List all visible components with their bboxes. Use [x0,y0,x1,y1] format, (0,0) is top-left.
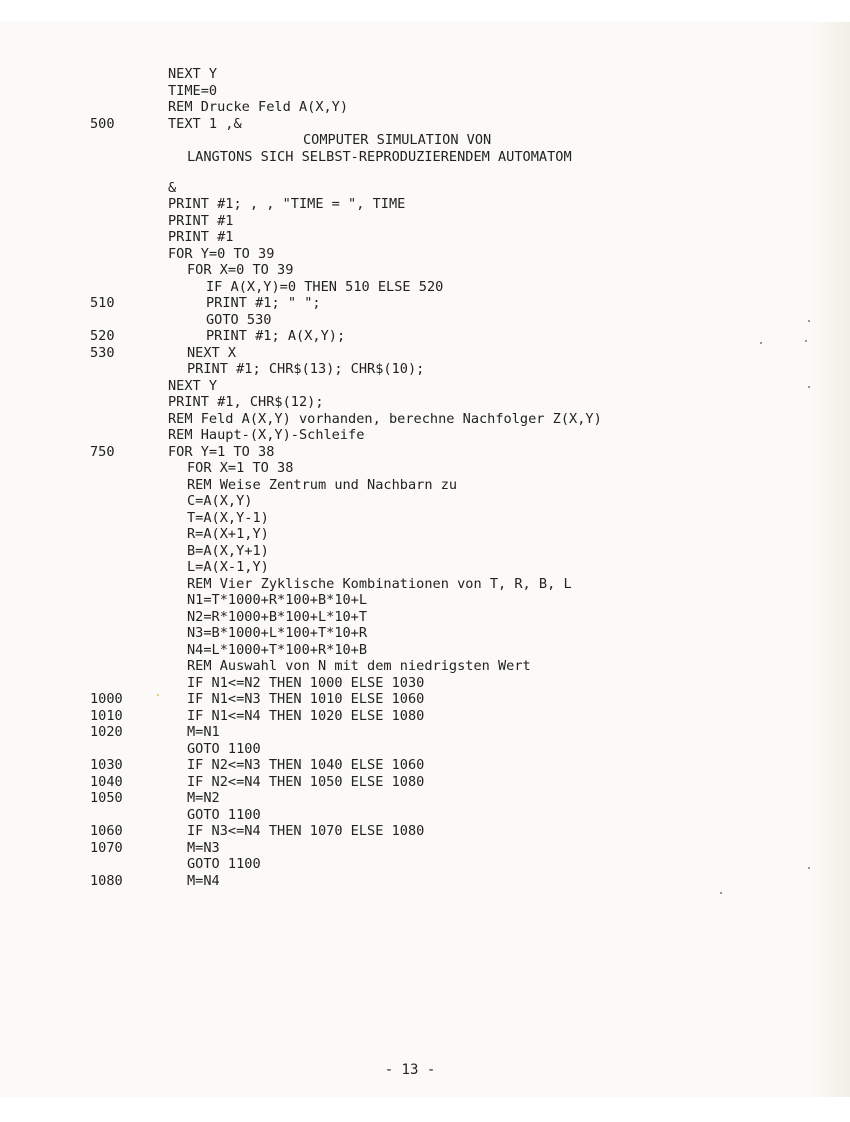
code-text: & [168,179,177,196]
code-text: M=N1 [187,724,220,740]
code-text: IF N2<=N4 THEN 1050 ELSE 1080 [187,773,425,790]
code-line [0,444,800,461]
code-text: REM Drucke Feld A(X,Y) [168,99,349,115]
code-line [0,510,800,527]
code-text: M=N4 [187,872,220,889]
code-line [0,83,800,100]
code-text: N3=B*1000+L*100+T*10+R [187,625,368,641]
code-line [0,675,800,692]
code-line [0,691,800,708]
line-number: 1020 [90,724,123,740]
code-line [0,427,800,444]
line-number: 530 [90,344,115,361]
code-text: TEXT 1 ,& [168,115,242,132]
code-line [0,741,800,758]
code-text: M=N2 [187,790,220,806]
code-text: NEXT X [187,344,237,361]
code-line [0,66,800,83]
code-text: N1=T*1000+R*100+B*10+L [187,592,368,608]
code-text: PRINT #1 [168,212,234,229]
code-line [0,708,800,725]
code-text: NEXT Y [168,377,218,394]
scan-speck [805,340,807,342]
scanned-page [0,22,830,1097]
code-text: IF N1<=N2 THEN 1000 ELSE 1030 [187,674,425,691]
code-text: R=A(X+1,Y) [187,526,269,542]
code-line [0,873,800,890]
code-line [0,823,800,840]
text-title-line-2: LANGTONS SICH SELBST-REPRODUZIERENDEM AUTOMATOM [187,148,572,165]
code-line [0,279,800,296]
code-line [0,724,800,741]
code-text: FOR X=1 TO 38 [187,460,294,476]
code-line [0,132,800,149]
line-number: 1040 [90,773,123,790]
line-number: 1050 [90,790,123,806]
code-text: PRINT #1; A(X,Y); [206,328,346,344]
code-text: FOR Y=1 TO 38 [168,443,275,460]
code-text: IF A(X,Y)=0 THEN 510 ELSE 520 [206,278,444,295]
code-text: PRINT #1 [168,229,234,245]
code-line [0,559,800,576]
line-number: 510 [90,295,115,311]
code-text: GOTO 530 [206,311,272,328]
code-line [0,774,800,791]
code-line [0,460,800,477]
code-text: PRINT #1; CHR$(13); CHR$(10); [187,361,425,377]
code-line [0,345,800,362]
code-line [0,840,800,857]
line-number: 1000 [90,691,123,707]
code-line [0,394,800,411]
code-line [0,246,800,263]
code-line [0,411,800,428]
code-line [0,295,800,312]
line-number: 750 [90,443,115,460]
code-line [0,625,800,642]
code-line [0,526,800,543]
code-text: NEXT Y [168,66,218,82]
code-text: FOR Y=0 TO 39 [168,245,275,262]
line-number: 1080 [90,872,123,889]
code-line [0,312,800,329]
code-text: M=N3 [187,839,220,856]
text-title-line-1: COMPUTER SIMULATION VON [303,132,492,148]
line-number: 500 [90,115,115,132]
line-number: 1030 [90,757,123,773]
code-line [0,658,800,675]
code-line [0,378,800,395]
code-text: IF N1<=N4 THEN 1020 ELSE 1080 [187,707,425,724]
scan-speck [760,342,762,344]
code-text: IF N2<=N3 THEN 1040 ELSE 1060 [187,757,425,773]
code-text: TIME=0 [168,82,218,99]
code-text: REM Vier Zyklische Kombinationen von T, R, B, L [187,575,572,592]
code-line [0,99,800,116]
code-text: N4=L*1000+T*100+R*10+B [187,641,368,658]
scan-speck [720,892,722,894]
code-text: GOTO 1100 [187,856,261,872]
code-line [0,180,800,197]
code-line [0,609,800,626]
page-number: - 13 - [384,1062,436,1078]
code-listing [0,66,800,889]
code-text: REM Auswahl von N mit dem niedrigsten Wert [187,658,531,674]
scan-speck [157,694,159,696]
code-line [0,543,800,560]
code-text: IF N1<=N3 THEN 1010 ELSE 1060 [187,691,425,707]
code-text: PRINT #1; " "; [206,295,321,311]
code-line [0,213,800,230]
code-line [0,757,800,774]
line-number: 520 [90,328,115,344]
code-line [0,196,800,213]
code-line [0,116,800,133]
code-text: REM Feld A(X,Y) vorhanden, berechne Nachfolger Z(X,Y) [168,410,602,427]
code-text: C=A(X,Y) [187,493,253,509]
code-text: GOTO 1100 [187,740,261,757]
code-line [0,328,800,345]
line-number: 1010 [90,707,123,724]
code-text: L=A(X-1,Y) [187,559,269,575]
code-line [0,576,800,593]
code-text: FOR X=0 TO 39 [187,262,294,278]
page-edge-shadow [810,22,850,1097]
code-text: IF N3<=N4 THEN 1070 ELSE 1080 [187,823,425,839]
code-text: B=A(X,Y+1) [187,542,269,559]
code-line [0,477,800,494]
code-line [0,493,800,510]
code-line [0,856,800,873]
code-text: N2=R*1000+B*100+L*10+T [187,608,368,625]
line-number: 1060 [90,823,123,839]
line-number: 1070 [90,839,123,856]
code-text: REM Weise Zentrum und Nachbarn zu [187,476,458,493]
code-text: T=A(X,Y-1) [187,509,269,526]
code-text: PRINT #1; , , "TIME = ", TIME [168,196,406,212]
code-text: REM Haupt-(X,Y)-Schleife [168,427,365,443]
code-text: PRINT #1, CHR$(12); [168,394,324,410]
code-line [0,642,800,659]
code-line [0,790,800,807]
code-line [0,262,800,279]
code-line [0,229,800,246]
code-line [0,807,800,824]
code-text: GOTO 1100 [187,806,261,823]
code-line [0,149,800,180]
code-line [0,592,800,609]
code-line [0,361,800,378]
